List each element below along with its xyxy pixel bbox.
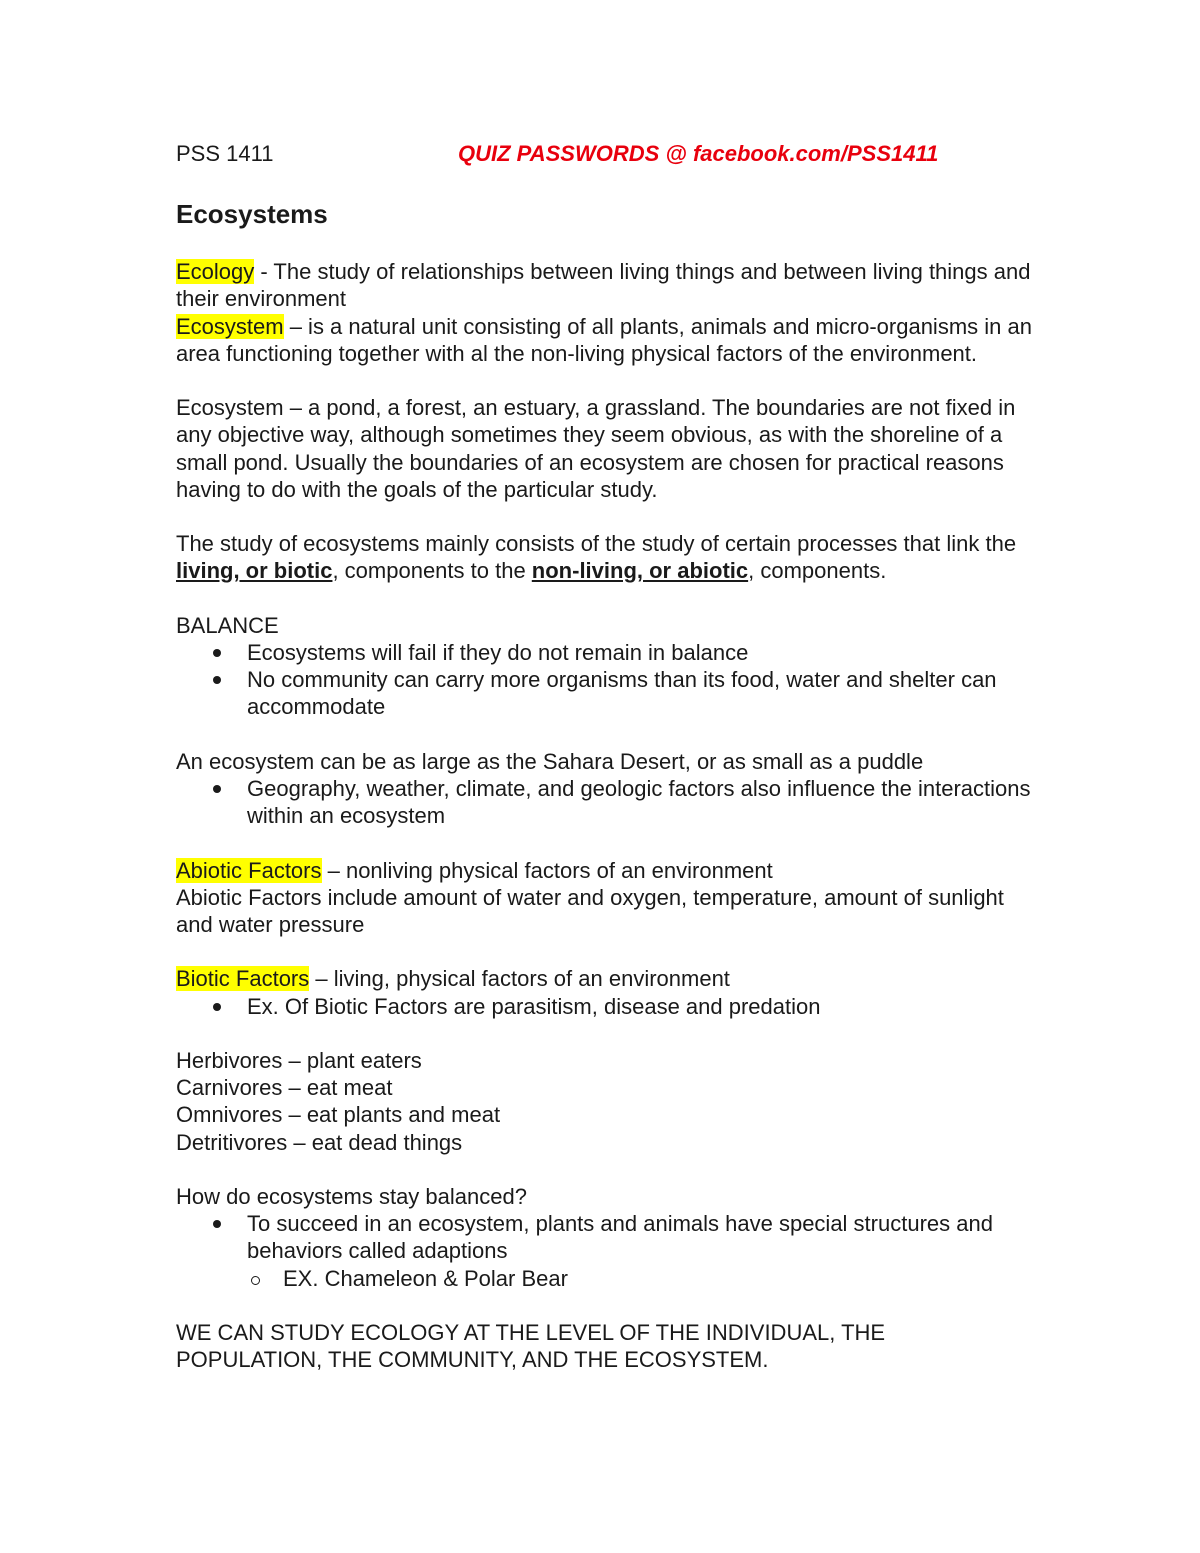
balance-heading: BALANCE [176, 612, 279, 638]
balanced-list [176, 1210, 1036, 1264]
ecosystem-paragraph: Ecosystem – a pond, a forest, an estuary, a grassland. The boundaries are not fixed in any objective way, although sometimes they seem obvious, as with the shoreline of a small pond. Usually the boundaries of an ecosystem are chosen for practical reasons having to do with the goals of the particular study. [176, 395, 1016, 502]
ecosystem-definition [176, 313, 1036, 367]
biotic-emphasis: living, or biotic [176, 558, 333, 584]
ecosystem-definition-text: – is a natural unit consisting of all plants, animals and micro-organisms in an area functioning together with al the non-living physical factors of the environment. [176, 313, 1032, 366]
feeder-line: Carnivores – eat meat [176, 1075, 393, 1101]
list-item: To succeed in an ecosystem, plants and animals have special structures and behaviors called adaptions [176, 1210, 1036, 1264]
biotic-definition [176, 965, 1036, 992]
study-text-1: The study of ecosystems mainly consists of the study of certain processes that link the [176, 531, 1017, 557]
document-content [176, 140, 1036, 1373]
biotic-definition-text: – living, physical factors of an environment [309, 966, 730, 992]
ecosystem-term: Ecosystem [176, 313, 284, 339]
feeder-line: Omnivores – eat plants and meat [176, 1102, 501, 1128]
header-row [176, 140, 1036, 174]
closing-statement: WE CAN STUDY ECOLOGY AT THE LEVEL OF THE INDIVIDUAL, THE POPULATION, THE COMMUNITY, AND THE ECOSYSTEM. [176, 1319, 886, 1373]
quiz-passwords-note: QUIZ PASSWORDS @ facebook.com/PSS1411 [458, 141, 939, 166]
abiotic-emphasis: non-living, or abiotic [531, 558, 749, 584]
feeder-line: Detritivores – eat dead things [176, 1129, 463, 1155]
biotic-term: Biotic Factors [176, 966, 310, 992]
study-paragraph [176, 530, 1036, 584]
ecology-definition-text: - The study of relationships between living things and between living things and their environment [176, 259, 1031, 312]
abiotic-definition-text: – nonliving physical factors of an environment [321, 857, 773, 883]
abiotic-detail: Abiotic Factors include amount of water and oxygen, temperature, amount of sunlight and water pressure [176, 884, 1004, 937]
ecology-term: Ecology [176, 259, 255, 285]
list-item: Ex. Of Biotic Factors are parasitism, disease and predation [176, 993, 1036, 1020]
list-item: Geography, weather, climate, and geologic factors also influence the interactions within an ecosystem [176, 775, 1036, 829]
list-item: Ecosystems will fail if they do not remain in balance [176, 639, 1036, 666]
biotic-list [176, 993, 1036, 1020]
sub-list-item: EX. Chameleon & Polar Bear [176, 1265, 1036, 1292]
balance-list [176, 639, 1036, 721]
balanced-question: How do ecosystems stay balanced? [176, 1183, 527, 1209]
abiotic-definition [176, 857, 1036, 884]
study-text-3: , components. [748, 558, 887, 584]
list-item: No community can carry more organisms than its food, water and shelter can accommodate [176, 666, 1036, 720]
abiotic-term: Abiotic Factors [176, 857, 322, 883]
balanced-sub-list [176, 1265, 1036, 1292]
ecology-definition [176, 258, 1036, 312]
course-code: PSS 1411 [176, 141, 274, 166]
document-title: Ecosystems [176, 199, 328, 229]
size-paragraph: An ecosystem can be as large as the Sahara Desert, or as small as a puddle [176, 748, 924, 774]
size-list [176, 775, 1036, 829]
feeder-line: Herbivores – plant eaters [176, 1047, 422, 1073]
study-text-2: , components to the [332, 558, 532, 584]
